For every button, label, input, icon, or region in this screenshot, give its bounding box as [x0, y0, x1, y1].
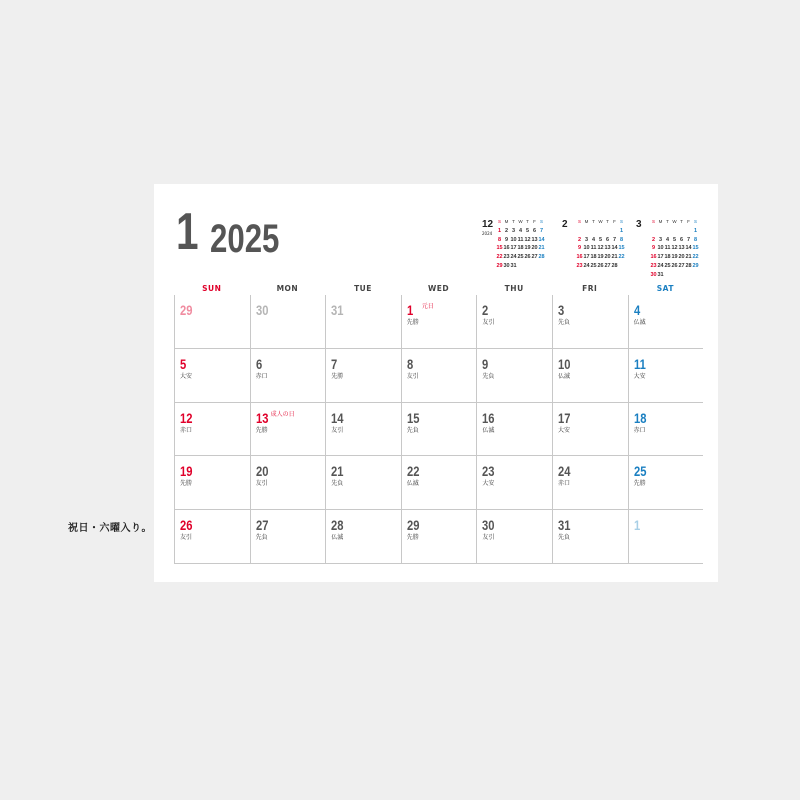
rokuyo-label: 仏滅 [633, 319, 646, 326]
mini-weekday: S [497, 219, 501, 224]
day-number: 8 [406, 355, 414, 372]
day-cell [250, 403, 326, 457]
day-number: 14 [331, 409, 344, 426]
mini-day: 20 [678, 254, 685, 261]
day-number: 10 [557, 355, 571, 372]
mini-day: 22 [692, 254, 699, 261]
rokuyo-label: 大安 [633, 372, 646, 380]
day-cell [628, 349, 704, 403]
day-number: 1 [633, 517, 640, 534]
mini-weekday: W [672, 219, 677, 224]
rokuyo-label: 友引 [331, 426, 344, 434]
mini-weekday: W [518, 219, 523, 224]
mini-day: 27 [604, 262, 611, 269]
mini-day: 4 [665, 236, 670, 243]
rokuyo-label: 赤口 [557, 480, 570, 488]
day-number: 2 [482, 302, 489, 318]
mini-weekday: S [577, 219, 581, 224]
mini-day: 10 [583, 245, 590, 252]
mini-day: 21 [685, 254, 692, 261]
mini-day: 11 [517, 236, 524, 243]
rokuyo-label: 先負 [255, 534, 268, 542]
rokuyo-label: 友引 [482, 534, 495, 542]
rokuyo-label: 先勝 [406, 534, 419, 542]
mini-month-label: 2 [562, 219, 568, 230]
mini-day: 16 [503, 245, 510, 252]
day-number: 15 [406, 409, 420, 426]
rokuyo-label: 先勝 [633, 480, 646, 488]
day-number: 17 [557, 409, 571, 426]
mini-day: 16 [650, 254, 657, 261]
month-grid [174, 295, 703, 564]
day-cell [628, 456, 704, 510]
mini-day: 23 [503, 254, 510, 261]
mini-day: 23 [650, 262, 657, 269]
mini-day: 21 [538, 245, 545, 252]
mini-day: 8 [619, 236, 624, 243]
mini-day: 16 [576, 254, 583, 261]
mini-day: 6 [532, 227, 537, 234]
mini-day: 29 [496, 262, 503, 269]
rokuyo-label: 先負 [406, 426, 419, 434]
day-cell [476, 295, 552, 349]
mini-day: 7 [539, 227, 544, 234]
rokuyo-label: 友引 [482, 319, 495, 326]
mini-day: 26 [597, 262, 604, 269]
mini-day: 8 [693, 236, 698, 243]
day-cell [628, 403, 704, 457]
mini-day: 15 [618, 245, 625, 252]
mini-month-label: 3 [636, 219, 642, 230]
mini-empty [664, 227, 671, 236]
day-cell [250, 295, 326, 349]
mini-day: 19 [671, 254, 678, 261]
mini-day: 18 [590, 254, 597, 261]
day-cell [174, 456, 250, 510]
mini-day: 4 [591, 236, 596, 243]
day-number: 7 [331, 355, 338, 372]
mini-day: 2 [577, 236, 582, 243]
day-number: 23 [482, 463, 495, 480]
mini-day: 28 [538, 254, 545, 261]
mini-weekday: F [687, 219, 690, 224]
day-cell [552, 295, 628, 349]
mini-day: 17 [657, 254, 664, 261]
weekday-sun: SUN [202, 284, 222, 293]
calendar-page [154, 184, 718, 582]
mini-day: 18 [664, 254, 671, 261]
day-number: 29 [406, 517, 420, 534]
mini-calendar-grid [576, 218, 625, 271]
mini-day: 5 [525, 227, 530, 234]
rokuyo-label: 大安 [180, 372, 193, 380]
day-number: 28 [331, 517, 344, 534]
mini-day: 12 [597, 245, 604, 252]
weekday-wed: WED [428, 284, 450, 293]
mini-weekday: S [539, 219, 543, 224]
holiday-label: 成人の日 [270, 410, 295, 418]
mini-day: 13 [678, 245, 685, 252]
day-number: 27 [255, 517, 269, 534]
rokuyo-label: 先負 [331, 480, 344, 488]
day-cell [401, 295, 477, 349]
day-cell [628, 295, 704, 349]
rokuyo-label: 先勝 [331, 372, 344, 380]
day-cell [552, 403, 628, 457]
mini-day: 17 [583, 254, 590, 261]
mini-day: 1 [497, 227, 502, 234]
day-number: 3 [557, 302, 565, 318]
mini-day: 28 [685, 262, 692, 269]
weekday-mon: MON [276, 284, 299, 293]
mini-month-label: 12 [482, 219, 494, 230]
rokuyo-label: 先負 [557, 319, 570, 326]
day-number: 30 [482, 517, 495, 534]
mini-weekday: T [526, 219, 529, 224]
weekday-sat: SAT [656, 284, 674, 293]
mini-day: 25 [590, 262, 597, 269]
day-cell [401, 349, 477, 403]
weekday-thu: THU [504, 284, 524, 293]
mini-weekday: M [584, 219, 589, 224]
day-number: 19 [180, 463, 193, 480]
rokuyo-label: 大安 [557, 426, 570, 434]
mini-weekday: T [606, 219, 609, 224]
mini-day: 6 [679, 236, 684, 243]
day-number: 11 [633, 355, 646, 372]
mini-day: 23 [576, 262, 583, 269]
day-number: 6 [255, 355, 262, 372]
day-number: 25 [633, 463, 647, 480]
mini-day: 20 [531, 245, 538, 252]
mini-day: 18 [517, 245, 524, 252]
rokuyo-label: 友引 [255, 480, 268, 488]
mini-day: 13 [531, 236, 538, 243]
mini-day: 17 [510, 245, 517, 252]
mini-day: 5 [672, 236, 677, 243]
mini-day: 21 [611, 254, 618, 261]
mini-empty [611, 227, 618, 236]
mini-empty [678, 227, 685, 236]
mini-calendar-grid [650, 218, 699, 280]
mini-weekday: M [504, 219, 509, 224]
day-number: 1 [406, 302, 414, 318]
mini-empty [650, 227, 657, 236]
month-number: 1 [176, 203, 199, 261]
rokuyo-label: 赤口 [180, 426, 193, 434]
day-number: 30 [255, 302, 269, 318]
day-cell [476, 403, 552, 457]
mini-day: 31 [510, 262, 517, 269]
mini-day: 2 [504, 227, 509, 234]
rokuyo-label: 仏滅 [331, 534, 344, 542]
rokuyo-label: 赤口 [255, 372, 268, 380]
day-cell [250, 456, 326, 510]
mini-day: 15 [692, 245, 699, 252]
mini-day: 31 [657, 271, 664, 278]
rokuyo-label: 赤口 [633, 426, 646, 434]
rokuyo-label: 仏滅 [482, 426, 495, 434]
mini-day: 15 [496, 245, 503, 252]
mini-day: 13 [604, 245, 611, 252]
day-cell [174, 403, 250, 457]
weekday-tue: TUE [354, 284, 372, 293]
feature-note: 祝日・六曜入り。 [68, 523, 152, 534]
mini-day: 14 [685, 245, 692, 252]
mini-day: 3 [511, 227, 516, 234]
mini-day: 24 [657, 262, 664, 269]
mini-day: 3 [658, 236, 663, 243]
mini-empty [685, 227, 692, 236]
rokuyo-label: 大安 [482, 480, 495, 488]
day-number: 21 [331, 463, 344, 480]
mini-day: 25 [664, 262, 671, 269]
weekday-header [174, 284, 703, 293]
day-number: 31 [557, 517, 571, 534]
mini-weekday: T [592, 219, 595, 224]
mini-day: 9 [577, 245, 582, 252]
mini-day: 7 [612, 236, 617, 243]
rokuyo-label: 友引 [406, 372, 419, 380]
mini-day: 28 [611, 262, 618, 269]
mini-day: 11 [590, 245, 597, 252]
day-cell [250, 510, 326, 564]
mini-day: 14 [538, 236, 545, 243]
day-cell [325, 295, 401, 349]
day-number: 31 [331, 302, 344, 318]
mini-weekday: M [658, 219, 663, 224]
mini-day: 9 [504, 236, 509, 243]
mini-day: 30 [503, 262, 510, 269]
mini-day: 24 [510, 254, 517, 261]
rokuyo-label: 先勝 [180, 480, 193, 488]
mini-day: 10 [657, 245, 664, 252]
rokuyo-label: 友引 [180, 534, 193, 542]
day-cell [325, 403, 401, 457]
mini-empty [657, 227, 664, 236]
day-cell [628, 510, 704, 564]
mini-weekday: F [613, 219, 616, 224]
mini-day: 19 [524, 245, 531, 252]
day-number: 5 [180, 355, 187, 372]
mini-day: 5 [598, 236, 603, 243]
mini-day: 11 [664, 245, 671, 252]
mini-day: 26 [524, 254, 531, 261]
mini-empty [604, 227, 611, 236]
mini-day: 2 [651, 236, 656, 243]
mini-weekday: W [598, 219, 603, 224]
day-cell [401, 456, 477, 510]
day-number: 4 [633, 302, 640, 318]
mini-empty [576, 227, 583, 236]
mini-calendar-grid [496, 218, 545, 271]
mini-day: 12 [524, 236, 531, 243]
mini-day: 4 [518, 227, 523, 234]
mini-day: 25 [517, 254, 524, 261]
rokuyo-label: 先負 [557, 534, 570, 542]
day-cell [476, 349, 552, 403]
rokuyo-label: 先負 [482, 372, 495, 380]
mini-day: 1 [619, 227, 624, 234]
year-label: 2025 [210, 217, 280, 261]
day-number: 9 [482, 355, 489, 372]
mini-day: 9 [651, 245, 656, 252]
mini-empty [583, 227, 590, 236]
rokuyo-label: 仏滅 [557, 372, 570, 380]
mini-day: 14 [611, 245, 618, 252]
day-cell [325, 456, 401, 510]
mini-day: 29 [692, 262, 699, 269]
mini-weekday: S [619, 219, 623, 224]
day-number: 13 [255, 409, 269, 426]
day-cell [401, 510, 477, 564]
day-cell [552, 456, 628, 510]
mini-day: 22 [496, 254, 503, 261]
mini-day: 30 [650, 271, 657, 278]
mini-weekday: F [533, 219, 536, 224]
day-cell [476, 510, 552, 564]
mini-weekday: S [651, 219, 655, 224]
mini-weekday: T [512, 219, 515, 224]
day-number: 20 [255, 463, 269, 480]
mini-year-label: 2024 [482, 231, 493, 236]
mini-day: 1 [693, 227, 698, 234]
mini-day: 3 [584, 236, 589, 243]
mini-day: 22 [618, 254, 625, 261]
mini-day: 8 [497, 236, 502, 243]
rokuyo-label: 先勝 [406, 319, 419, 326]
weekday-fri: FRI [582, 284, 598, 293]
mini-weekday: T [666, 219, 669, 224]
mini-day: 24 [583, 262, 590, 269]
mini-day: 19 [597, 254, 604, 261]
holiday-label: 元日 [421, 303, 434, 310]
day-cell [476, 456, 552, 510]
day-cell [174, 349, 250, 403]
mini-empty [597, 227, 604, 236]
day-cell [174, 510, 250, 564]
day-number: 29 [180, 302, 193, 318]
rokuyo-label: 仏滅 [406, 480, 419, 488]
day-number: 16 [482, 409, 495, 426]
mini-day: 27 [531, 254, 538, 261]
rokuyo-label: 先勝 [255, 426, 268, 434]
mini-day: 26 [671, 262, 678, 269]
day-number: 22 [406, 463, 420, 480]
mini-empty [590, 227, 597, 236]
day-cell [325, 510, 401, 564]
mini-day: 20 [604, 254, 611, 261]
mini-empty [671, 227, 678, 236]
day-number: 18 [633, 409, 647, 426]
day-cell [325, 349, 401, 403]
mini-weekday: T [680, 219, 683, 224]
mini-day: 6 [605, 236, 610, 243]
mini-day: 10 [510, 236, 517, 243]
day-cell [552, 510, 628, 564]
day-number: 26 [180, 517, 193, 534]
mini-day: 7 [686, 236, 691, 243]
day-number: 24 [557, 463, 571, 480]
day-cell [250, 349, 326, 403]
mini-weekday: S [693, 219, 697, 224]
mini-day: 27 [678, 262, 685, 269]
day-cell [174, 295, 250, 349]
day-number: 12 [180, 409, 193, 426]
day-cell [552, 349, 628, 403]
day-cell [401, 403, 477, 457]
mini-day: 12 [671, 245, 678, 252]
